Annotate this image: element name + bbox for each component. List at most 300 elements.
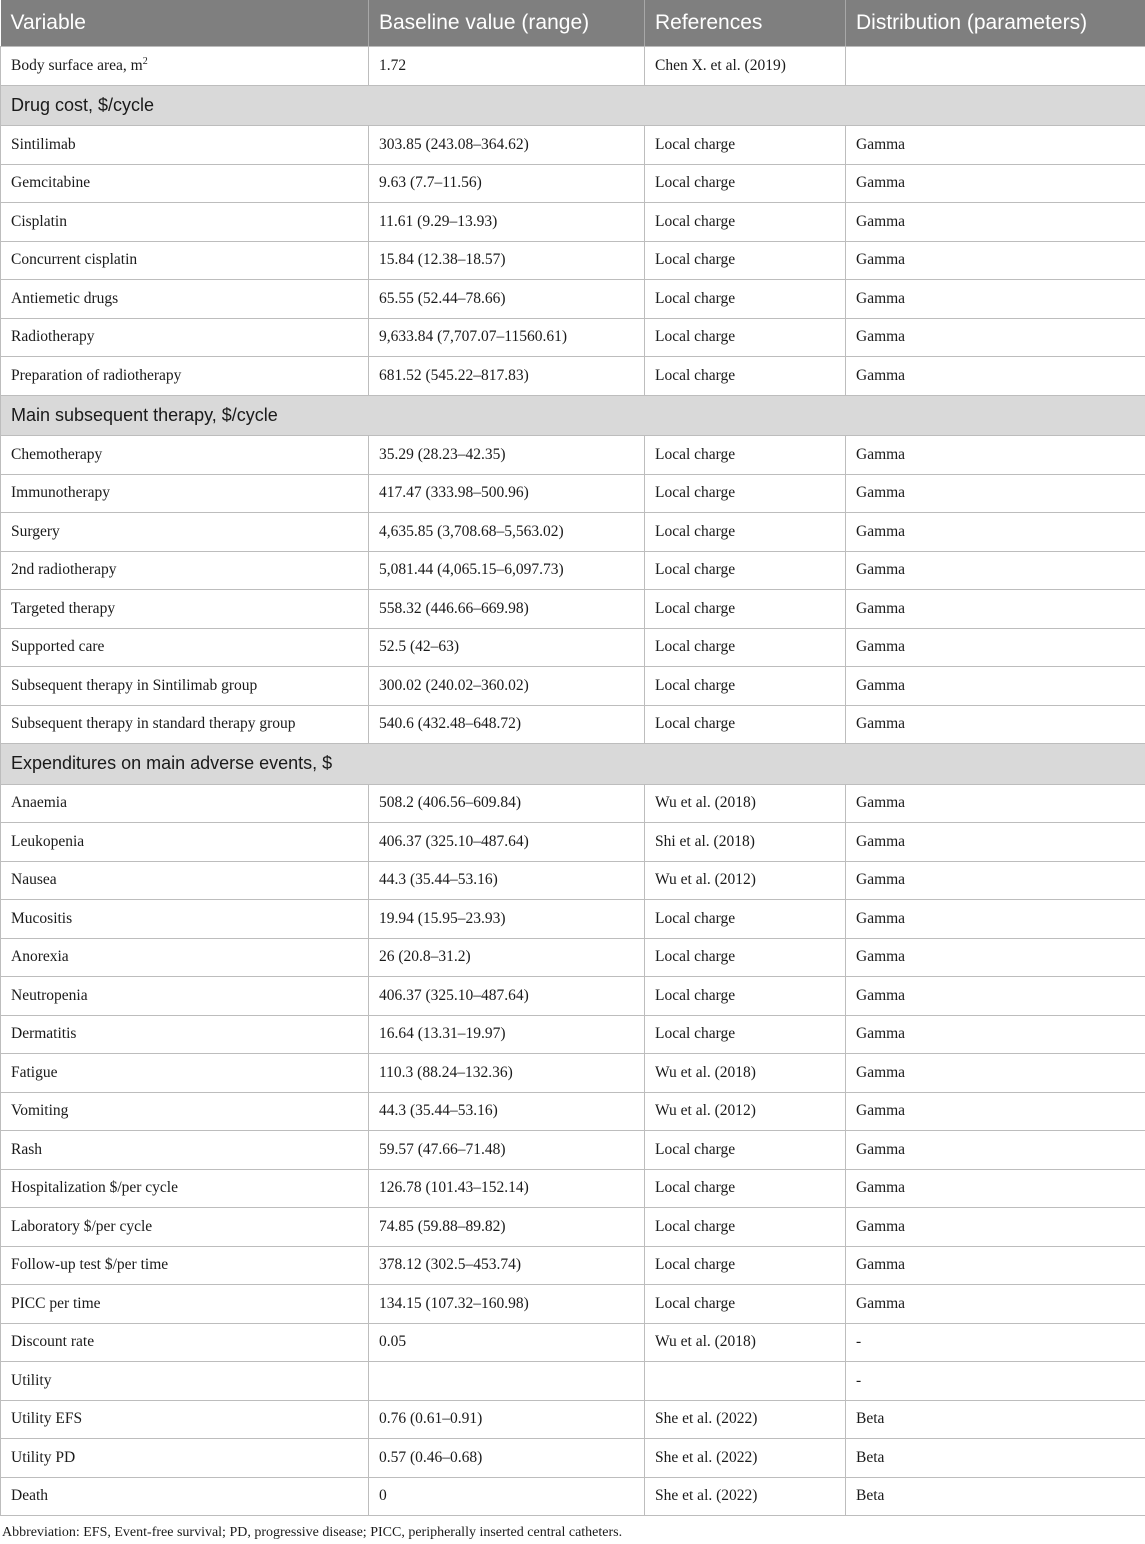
cell-distribution-text: Gamma: [856, 1217, 906, 1235]
cell-distribution-text: Gamma: [856, 599, 906, 617]
section-title: Drug cost, $/cycle: [1, 85, 1145, 126]
cell-variable: [1, 1015, 369, 1054]
cell-distribution-text: Gamma: [856, 251, 906, 269]
cell-reference: [645, 47, 846, 86]
cell-baseline-value-text: 19.94 (15.95–23.93): [379, 909, 506, 927]
cell-distribution-text: Gamma: [856, 1256, 906, 1274]
cell-distribution-text: Gamma: [856, 1063, 906, 1081]
cell-reference: [645, 1169, 846, 1208]
header-variable: Variable: [1, 0, 369, 47]
cell-distribution: [846, 705, 1145, 744]
cell-baseline-value: [369, 938, 645, 977]
cell-reference: [645, 241, 846, 280]
cell-distribution: [846, 1015, 1145, 1054]
cell-reference: [645, 1362, 846, 1401]
cell-baseline-value: [369, 1092, 645, 1131]
cell-distribution-text: Gamma: [856, 638, 906, 656]
cell-variable-text: Sintilimab: [11, 135, 76, 153]
cell-variable: [1, 1169, 369, 1208]
cell-variable: [1, 474, 369, 513]
cell-baseline-value: [369, 1246, 645, 1285]
cell-baseline-value-text: 0: [379, 1487, 387, 1505]
cell-baseline-value: [369, 977, 645, 1016]
cell-baseline-value-text: 44.3 (35.44–53.16): [379, 1102, 498, 1120]
cell-distribution: [846, 938, 1145, 977]
cell-variable: [1, 823, 369, 862]
cell-reference: [645, 1400, 846, 1439]
cell-baseline-value-text: 65.55 (52.44–78.66): [379, 289, 506, 307]
cell-distribution: [846, 667, 1145, 706]
cell-distribution: [846, 164, 1145, 203]
cell-baseline-value-text: 1.72: [379, 56, 407, 74]
cell-distribution-text: Gamma: [856, 174, 906, 192]
cell-baseline-value: [369, 705, 645, 744]
cell-variable: [1, 1131, 369, 1170]
cell-baseline-value-text: 134.15 (107.32–160.98): [379, 1294, 529, 1312]
cell-baseline-value-text: 303.85 (243.08–364.62): [379, 135, 529, 153]
cell-reference: [645, 938, 846, 977]
cell-reference: [645, 1092, 846, 1131]
cell-reference-text: Local charge: [655, 522, 736, 540]
cell-reference: [645, 203, 846, 242]
cell-distribution: [846, 590, 1145, 629]
cell-baseline-value: [369, 513, 645, 552]
cell-baseline-value-text: 0.76 (0.61–0.91): [379, 1410, 483, 1428]
table-row: [1, 1246, 1145, 1285]
cell-distribution: [846, 1208, 1145, 1247]
cell-reference-text: Chen X. et al. (2019): [655, 56, 786, 74]
cell-distribution: [846, 784, 1145, 823]
cell-reference-text: Local charge: [655, 1217, 736, 1235]
cell-distribution: [846, 1131, 1145, 1170]
cell-distribution: [846, 1054, 1145, 1093]
cell-reference-text: Local charge: [655, 289, 736, 307]
cell-baseline-value-text: 406.37 (325.10–487.64): [379, 986, 529, 1004]
cell-distribution-text: Gamma: [856, 484, 906, 502]
cell-baseline-value: [369, 1054, 645, 1093]
cell-variable: [1, 436, 369, 475]
cell-baseline-value: [369, 357, 645, 396]
cell-variable-text: Supported care: [11, 638, 105, 656]
cell-reference-text: Local charge: [655, 1025, 736, 1043]
table-row: [1, 1439, 1145, 1478]
cell-distribution-text: -: [856, 1371, 862, 1389]
cell-distribution-text: Gamma: [856, 366, 906, 384]
section-row: [1, 744, 1145, 785]
cell-variable-text: Anaemia: [11, 794, 67, 812]
cell-baseline-value: [369, 900, 645, 939]
cell-variable-text: Hospitalization $/per cycle: [11, 1179, 178, 1197]
cell-distribution-text: Gamma: [856, 1179, 906, 1197]
header-row: [1, 0, 1145, 47]
cell-reference-text: Wu et al. (2018): [655, 794, 756, 812]
cell-baseline-value-text: 5,081.44 (4,065.15–6,097.73): [379, 561, 564, 579]
cell-reference: [645, 590, 846, 629]
cell-variable-text: Concurrent cisplatin: [11, 251, 138, 269]
cell-distribution: [846, 1400, 1145, 1439]
cell-distribution-text: Gamma: [856, 445, 906, 463]
cell-baseline-value: [369, 1208, 645, 1247]
table-row: [1, 977, 1145, 1016]
cell-distribution-text: Gamma: [856, 715, 906, 733]
cell-variable: [1, 938, 369, 977]
header-distribution: Distribution (parameters): [846, 0, 1145, 47]
cell-variable-text: Utility PD: [11, 1448, 76, 1466]
cell-distribution-text: Gamma: [856, 1102, 906, 1120]
cell-reference-text: Wu et al. (2018): [655, 1063, 756, 1081]
cell-distribution: [846, 628, 1145, 667]
cell-baseline-value-text: 406.37 (325.10–487.64): [379, 832, 529, 850]
cell-variable: [1, 1208, 369, 1247]
cell-reference-text: Local charge: [655, 135, 736, 153]
cell-baseline-value-text: 540.6 (432.48–648.72): [379, 715, 522, 733]
cell-reference: [645, 1477, 846, 1516]
cell-variable: [1, 551, 369, 590]
cell-distribution: [846, 900, 1145, 939]
cell-reference: [645, 861, 846, 900]
cell-distribution: [846, 1439, 1145, 1478]
cell-reference: [645, 551, 846, 590]
table-row: [1, 203, 1145, 242]
cell-distribution-text: -: [856, 1333, 862, 1351]
table-row: [1, 47, 1145, 86]
table-row: [1, 126, 1145, 165]
cell-baseline-value: [369, 784, 645, 823]
table-row: [1, 1208, 1145, 1247]
table-row: [1, 1362, 1145, 1401]
cell-reference-text: Local charge: [655, 1256, 736, 1274]
cell-variable-text: Surgery: [11, 522, 60, 540]
cell-reference: [645, 436, 846, 475]
unit-superscript: 2: [142, 55, 148, 67]
cell-variable: [1, 977, 369, 1016]
table-row: [1, 1400, 1145, 1439]
cell-reference: [645, 784, 846, 823]
cell-variable-text: Preparation of radiotherapy: [11, 366, 182, 384]
cell-variable-text: Follow-up test $/per time: [11, 1256, 169, 1274]
cell-reference: [645, 513, 846, 552]
table-row: [1, 784, 1145, 823]
cell-reference: [645, 1015, 846, 1054]
cell-baseline-value: [369, 1439, 645, 1478]
section-title: Main subsequent therapy, $/cycle: [1, 395, 1145, 436]
cell-baseline-value-text: 9.63 (7.7–11.56): [379, 174, 482, 192]
cell-variable: [1, 203, 369, 242]
cell-reference-text: Wu et al. (2012): [655, 871, 756, 889]
cell-baseline-value: [369, 318, 645, 357]
cell-variable-text: Rash: [11, 1140, 42, 1158]
cell-reference-text: Wu et al. (2012): [655, 1102, 756, 1120]
cell-distribution-text: Gamma: [856, 289, 906, 307]
table-row: [1, 357, 1145, 396]
table-row: [1, 628, 1145, 667]
cell-reference-text: Local charge: [655, 1294, 736, 1312]
cell-variable-text: Radiotherapy: [11, 328, 95, 346]
cell-distribution-text: Gamma: [856, 561, 906, 579]
cell-reference: [645, 1439, 846, 1478]
cell-variable: [1, 357, 369, 396]
cell-distribution: [846, 357, 1145, 396]
table-row: [1, 1054, 1145, 1093]
cell-distribution: [846, 1362, 1145, 1401]
table-body: [1, 47, 1145, 1516]
cell-baseline-value: [369, 861, 645, 900]
cell-baseline-value: [369, 1015, 645, 1054]
cell-baseline-value: [369, 1169, 645, 1208]
cell-reference-text: Wu et al. (2018): [655, 1333, 756, 1351]
cell-variable-text: Immunotherapy: [11, 484, 111, 502]
cell-distribution-text: Gamma: [856, 135, 906, 153]
table-row: [1, 590, 1145, 629]
cell-variable: [1, 1362, 369, 1401]
cell-reference-text: Local charge: [655, 909, 736, 927]
cell-variable-text: Dermatitis: [11, 1025, 77, 1043]
cell-baseline-value-text: 16.64 (13.31–19.97): [379, 1025, 506, 1043]
cell-baseline-value: [369, 164, 645, 203]
cell-variable: [1, 667, 369, 706]
cell-variable-text: Antiemetic drugs: [11, 289, 119, 307]
cell-distribution: [846, 436, 1145, 475]
cell-distribution-text: Beta: [856, 1410, 885, 1428]
cell-variable: [1, 1477, 369, 1516]
cell-reference: [645, 1323, 846, 1362]
cell-baseline-value: [369, 436, 645, 475]
cell-baseline-value: [369, 628, 645, 667]
cell-distribution: [846, 474, 1145, 513]
cell-distribution-text: Beta: [856, 1448, 885, 1466]
cell-baseline-value-text: 59.57 (47.66–71.48): [379, 1140, 506, 1158]
cell-baseline-value: [369, 126, 645, 165]
cell-variable-text: PICC per time: [11, 1294, 101, 1312]
cell-distribution: [846, 1477, 1145, 1516]
cell-reference: [645, 667, 846, 706]
cell-reference: [645, 1131, 846, 1170]
cell-baseline-value-text: 15.84 (12.38–18.57): [379, 251, 506, 269]
cell-distribution-text: Gamma: [856, 1294, 906, 1312]
cell-baseline-value-text: 378.12 (302.5–453.74): [379, 1256, 522, 1274]
cell-baseline-value-text: 126.78 (101.43–152.14): [379, 1179, 529, 1197]
table-row: [1, 318, 1145, 357]
cell-baseline-value-text: 11.61 (9.29–13.93): [379, 212, 498, 230]
cell-variable-text: Gemcitabine: [11, 174, 91, 192]
table-row: [1, 280, 1145, 319]
cell-distribution: [846, 823, 1145, 862]
cell-variable: [1, 628, 369, 667]
cell-reference-text: Local charge: [655, 715, 736, 733]
cell-variable: [1, 784, 369, 823]
table-row: [1, 164, 1145, 203]
cell-variable: [1, 1323, 369, 1362]
cell-baseline-value-text: 300.02 (240.02–360.02): [379, 676, 529, 694]
cell-baseline-value-text: 74.85 (59.88–89.82): [379, 1217, 506, 1235]
cell-baseline-value: [369, 667, 645, 706]
table-row: [1, 1092, 1145, 1131]
table-row: [1, 938, 1145, 977]
cell-baseline-value-text: 0.57 (0.46–0.68): [379, 1448, 483, 1466]
section-row: [1, 395, 1145, 436]
cell-reference: [645, 977, 846, 1016]
cell-variable-text: Mucositis: [11, 909, 73, 927]
cell-reference-text: She et al. (2022): [655, 1410, 758, 1428]
cell-reference-text: Local charge: [655, 1179, 736, 1197]
cell-distribution-text: Gamma: [856, 871, 906, 889]
table-row: [1, 474, 1145, 513]
cell-reference: [645, 1208, 846, 1247]
cell-baseline-value: [369, 1131, 645, 1170]
cell-distribution: [846, 1246, 1145, 1285]
cell-distribution: [846, 977, 1145, 1016]
cell-variable-text: Targeted therapy: [11, 599, 116, 617]
cell-reference-text: Local charge: [655, 1140, 736, 1158]
cell-variable-text: Anorexia: [11, 948, 69, 966]
cell-distribution-text: Gamma: [856, 794, 906, 812]
table-footnote: Abbreviation: EFS, Event-free survival; PD, progressive disease; PICC, peripherally inserted central catheters.: [2, 1525, 623, 1540]
cell-reference: [645, 126, 846, 165]
table-row: [1, 1131, 1145, 1170]
cell-baseline-value-text: 9,633.84 (7,707.07–11560.61): [379, 328, 567, 346]
cell-reference: [645, 900, 846, 939]
cell-distribution-text: Gamma: [856, 909, 906, 927]
cell-variable-text: Death: [11, 1487, 49, 1505]
cell-variable: [1, 861, 369, 900]
cell-baseline-value: [369, 474, 645, 513]
cell-reference-text: She et al. (2022): [655, 1487, 758, 1505]
cell-variable: [1, 1285, 369, 1324]
cell-reference-text: Local charge: [655, 676, 736, 694]
table-row: [1, 241, 1145, 280]
cell-distribution: [846, 1285, 1145, 1324]
cell-reference-text: Local charge: [655, 599, 736, 617]
cell-variable-text: Subsequent therapy in Sintilimab group: [11, 676, 258, 694]
cell-baseline-value-text: 558.32 (446.66–669.98): [379, 599, 529, 617]
cell-variable: [1, 590, 369, 629]
cell-baseline-value: [369, 1400, 645, 1439]
cell-reference-text: She et al. (2022): [655, 1448, 758, 1466]
cell-variable-text: Leukopenia: [11, 832, 85, 850]
cell-reference-text: Local charge: [655, 484, 736, 502]
cell-distribution: [846, 513, 1145, 552]
cell-variable: [1, 126, 369, 165]
cell-reference: [645, 1246, 846, 1285]
cell-reference: [645, 823, 846, 862]
cell-baseline-value: [369, 203, 645, 242]
cell-variable: [1, 513, 369, 552]
cell-variable: [1, 280, 369, 319]
section-title: Expenditures on main adverse events, $: [1, 744, 1145, 785]
cell-reference-text: Local charge: [655, 561, 736, 579]
table-row: [1, 551, 1145, 590]
cell-distribution: [846, 318, 1145, 357]
cell-reference-text: Local charge: [655, 948, 736, 966]
cell-distribution-text: Gamma: [856, 1140, 906, 1158]
cell-baseline-value-text: 44.3 (35.44–53.16): [379, 871, 498, 889]
cell-reference-text: Local charge: [655, 638, 736, 656]
cell-variable: [1, 900, 369, 939]
cell-baseline-value: [369, 280, 645, 319]
cell-baseline-value: [369, 1285, 645, 1324]
table-row: [1, 1169, 1145, 1208]
cell-baseline-value-text: 681.52 (545.22–817.83): [379, 366, 529, 384]
table-row: [1, 436, 1145, 475]
cell-reference: [645, 628, 846, 667]
cell-baseline-value-text: 52.5 (42–63): [379, 638, 460, 656]
cell-variable: [1, 1092, 369, 1131]
cell-baseline-value-text: 4,635.85 (3,708.68–5,563.02): [379, 522, 564, 540]
cell-baseline-value: [369, 823, 645, 862]
cell-distribution: [846, 551, 1145, 590]
cell-baseline-value: [369, 47, 645, 86]
cell-variable: [1, 705, 369, 744]
cell-reference: [645, 705, 846, 744]
cell-reference: [645, 1054, 846, 1093]
cell-baseline-value: [369, 241, 645, 280]
cell-variable-text: Fatigue: [11, 1063, 58, 1081]
cell-baseline-value: [369, 1477, 645, 1516]
table-row: [1, 1285, 1145, 1324]
cell-distribution-text: Gamma: [856, 986, 906, 1004]
cell-variable-text: Neutropenia: [11, 986, 88, 1004]
table-row: [1, 861, 1145, 900]
cell-distribution: [846, 1169, 1145, 1208]
table-row: [1, 823, 1145, 862]
cell-reference-text: Local charge: [655, 212, 736, 230]
cell-variable: [1, 241, 369, 280]
table-header: [1, 0, 1145, 47]
cell-variable-text: 2nd radiotherapy: [11, 561, 117, 579]
cell-distribution: [846, 861, 1145, 900]
table-row: [1, 667, 1145, 706]
section-row: [1, 85, 1145, 126]
cell-reference-text: Local charge: [655, 174, 736, 192]
table-row: [1, 1015, 1145, 1054]
cell-reference: [645, 474, 846, 513]
cell-distribution: [846, 126, 1145, 165]
cell-variable-text: Subsequent therapy in standard therapy group: [11, 715, 296, 733]
table-row: [1, 900, 1145, 939]
cell-variable-text: Nausea: [11, 871, 57, 889]
header-references: References: [645, 0, 846, 47]
cell-distribution-text: Gamma: [856, 676, 906, 694]
cell-baseline-value: [369, 590, 645, 629]
cell-variable-text: Utility EFS: [11, 1410, 83, 1428]
cell-baseline-value: [369, 551, 645, 590]
cell-distribution: [846, 280, 1145, 319]
cell-reference-text: Local charge: [655, 328, 736, 346]
cell-variable-text: Chemotherapy: [11, 445, 103, 463]
cell-distribution: [846, 241, 1145, 280]
cell-reference: [645, 164, 846, 203]
table-row: [1, 513, 1145, 552]
cell-variable: [1, 47, 369, 86]
cell-reference: [645, 318, 846, 357]
cell-variable: [1, 1054, 369, 1093]
cell-distribution: [846, 1092, 1145, 1131]
cell-reference: [645, 280, 846, 319]
table-row: [1, 705, 1145, 744]
cell-distribution-text: Beta: [856, 1487, 885, 1505]
cell-variable-text: Discount rate: [11, 1333, 95, 1351]
cell-variable-text: Utility: [11, 1371, 52, 1389]
cell-distribution-text: Gamma: [856, 212, 906, 230]
cell-reference: [645, 357, 846, 396]
cell-distribution-text: Gamma: [856, 1025, 906, 1043]
cell-variable-text: Body surface area, m: [11, 56, 143, 74]
cell-distribution-text: Gamma: [856, 832, 906, 850]
cell-variable: [1, 164, 369, 203]
cell-baseline-value: [369, 1362, 645, 1401]
cell-reference: [645, 1285, 846, 1324]
cell-baseline-value-text: 508.2 (406.56–609.84): [379, 794, 522, 812]
